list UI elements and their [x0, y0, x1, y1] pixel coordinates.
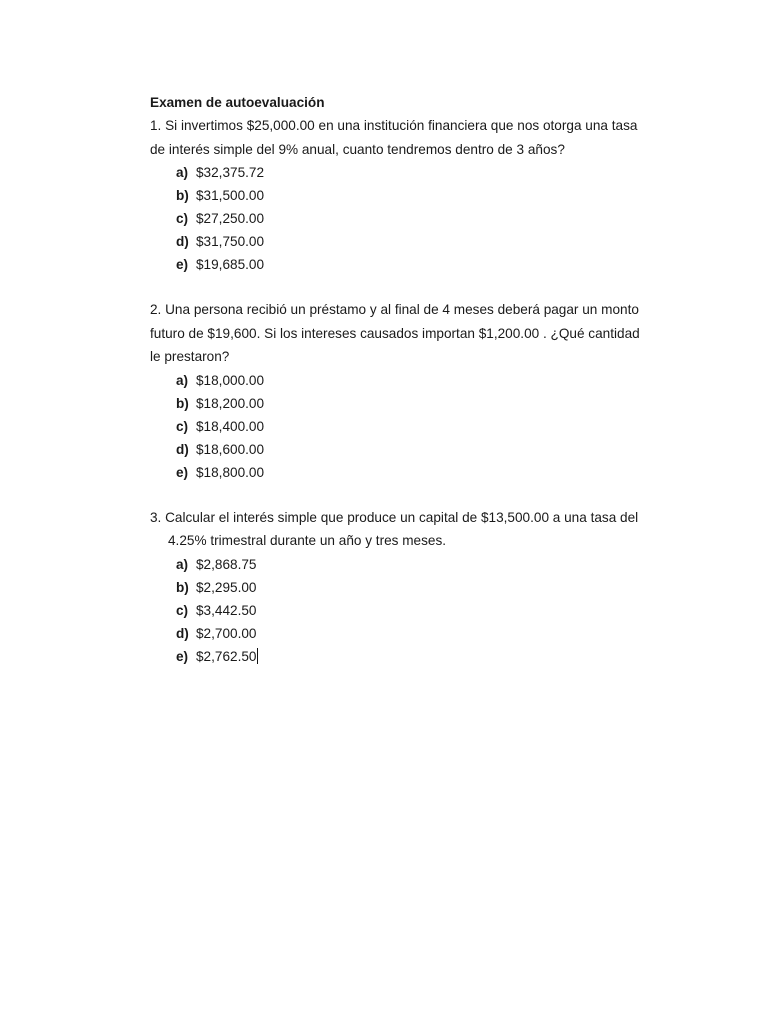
answer-option	[176, 645, 640, 668]
option-letter: a)	[176, 372, 189, 388]
option-letter: e)	[176, 648, 189, 664]
answer-option	[176, 415, 640, 438]
option-value: $31,500.00	[196, 188, 265, 203]
answer-option	[176, 553, 640, 576]
document-body[interactable]	[150, 91, 640, 668]
option-letter: e)	[176, 257, 189, 272]
option-letter: d)	[176, 234, 189, 249]
option-value: $18,800.00	[196, 464, 265, 480]
option-letter: b)	[176, 188, 189, 203]
option-value: $18,400.00	[196, 418, 265, 434]
option-value: $2,295.00	[196, 579, 257, 595]
answer-options	[150, 369, 640, 484]
option-value: $18,000.00	[196, 372, 265, 388]
option-letter: a)	[176, 165, 189, 180]
option-letter: c)	[176, 211, 189, 226]
option-letter: e)	[176, 464, 189, 480]
answer-option	[176, 207, 640, 230]
answer-option	[176, 599, 640, 622]
option-value: $18,600.00	[196, 441, 265, 457]
answer-option	[176, 253, 640, 276]
option-value: $2,868.75	[196, 556, 257, 572]
option-value: $32,375.72	[196, 165, 265, 180]
option-letter: a)	[176, 556, 189, 572]
option-value: $2,762.50	[196, 648, 257, 664]
option-value: $18,200.00	[196, 395, 265, 411]
question-3	[150, 506, 640, 668]
option-value: $31,750.00	[196, 234, 265, 249]
answer-option	[176, 230, 640, 253]
option-value: $3,442.50	[196, 602, 257, 618]
question-text: 1. Si invertimos $25,000.00 en una institución financiera que nos otorga una tasa de interés simple del 9% anual, cuanto tendremos dentro de 3 años?	[150, 118, 638, 157]
answer-option	[176, 576, 640, 599]
option-letter: d)	[176, 625, 189, 641]
option-value: $27,250.00	[196, 211, 265, 226]
text-cursor	[257, 648, 258, 664]
option-letter: c)	[176, 418, 189, 434]
answer-option	[176, 622, 640, 645]
answer-option	[176, 392, 640, 415]
option-letter: b)	[176, 395, 189, 411]
option-letter: c)	[176, 602, 189, 618]
answer-option	[176, 184, 640, 207]
option-value: $19,685.00	[196, 257, 265, 272]
question-text: 3. Calcular el interés simple que produce un capital de $13,500.00 a una tasa del 4.25% trimestral durante un año y tres meses.	[150, 509, 639, 548]
answer-option	[176, 461, 640, 484]
option-letter: b)	[176, 579, 189, 595]
question-text: 2. Una persona recibió un préstamo y al final de 4 meses deberá pagar un monto futuro de $19,600. Si los intereses causados importan $1,200.00 . ¿Qué cantidad le prestaron?	[150, 302, 640, 364]
answer-option	[176, 438, 640, 461]
option-letter: d)	[176, 441, 189, 457]
answer-options	[150, 161, 640, 276]
answer-option	[176, 161, 640, 184]
question-1	[150, 114, 640, 276]
document-title: Examen de autoevaluación	[150, 95, 325, 110]
question-2	[150, 298, 640, 484]
answer-option	[176, 369, 640, 392]
option-value: $2,700.00	[196, 625, 257, 641]
answer-options	[150, 553, 640, 668]
